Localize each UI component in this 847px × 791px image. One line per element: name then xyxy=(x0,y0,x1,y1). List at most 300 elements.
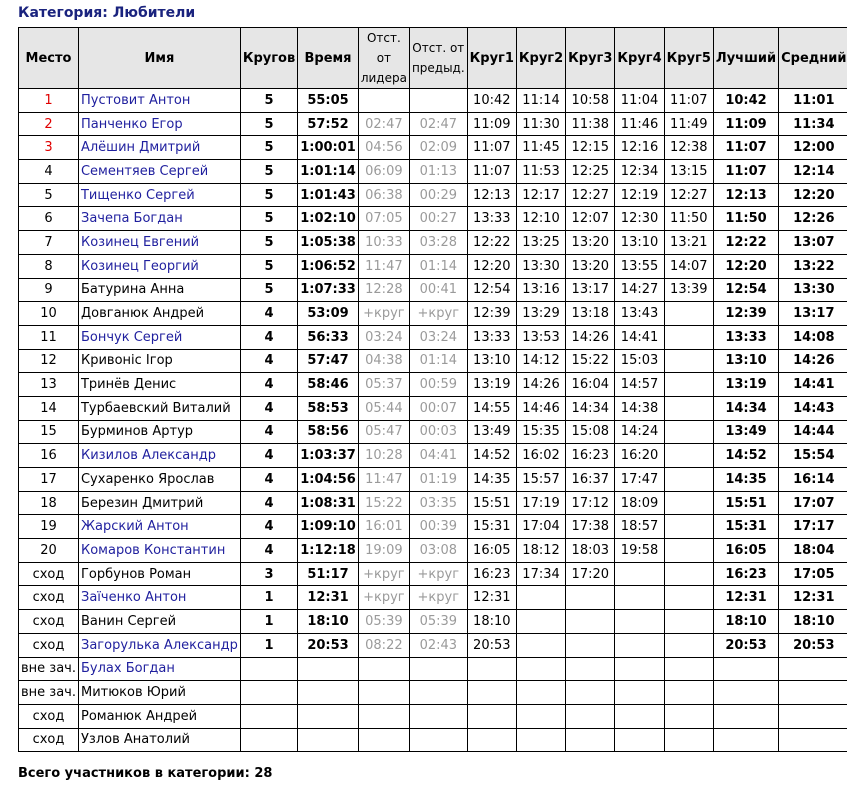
cell-lap4 xyxy=(615,633,664,657)
cell-lap2: 18:12 xyxy=(516,539,565,563)
cell-avg xyxy=(779,657,847,681)
cell-laps: 5 xyxy=(240,160,297,184)
cell-lap2: 12:10 xyxy=(516,207,565,231)
cell-place: 18 xyxy=(19,491,79,515)
cell-time: 58:53 xyxy=(298,396,359,420)
cell-name: Турбаевский Виталий xyxy=(78,396,240,420)
cell-lap3 xyxy=(566,610,615,634)
table-row xyxy=(19,562,847,586)
cell-place: 9 xyxy=(19,278,79,302)
cell-time xyxy=(298,728,359,752)
cell-lap1: 14:55 xyxy=(467,396,516,420)
cell-gap-leader: 06:38 xyxy=(358,183,409,207)
cell-lap1: 11:07 xyxy=(467,160,516,184)
cell-lap3: 12:15 xyxy=(566,136,615,160)
cell-laps: 3 xyxy=(240,562,297,586)
cell-laps: 4 xyxy=(240,302,297,326)
cell-avg: 12:20 xyxy=(779,183,847,207)
cell-avg: 12:26 xyxy=(779,207,847,231)
header-row xyxy=(19,28,847,89)
cell-place: 13 xyxy=(19,373,79,397)
participant-link[interactable]: Козинец Евгений xyxy=(78,231,240,255)
cell-gap-prev: 00:27 xyxy=(409,207,467,231)
cell-lap5: 13:39 xyxy=(664,278,713,302)
cell-lap2: 11:30 xyxy=(516,112,565,136)
table-row xyxy=(19,136,847,160)
table-row xyxy=(19,160,847,184)
participant-link[interactable]: Тищенко Сергей xyxy=(78,183,240,207)
table-row xyxy=(19,420,847,444)
category-title: Категория: Любители xyxy=(18,5,196,21)
table-row xyxy=(19,539,847,563)
cell-lap3: 13:20 xyxy=(566,231,615,255)
cell-place: сход xyxy=(19,562,79,586)
cell-best: 12:54 xyxy=(713,278,778,302)
cell-lap4: 14:57 xyxy=(615,373,664,397)
cell-lap2: 17:04 xyxy=(516,515,565,539)
cell-laps: 4 xyxy=(240,444,297,468)
cell-gap-leader: 10:28 xyxy=(358,444,409,468)
cell-lap3 xyxy=(566,586,615,610)
cell-best: 13:33 xyxy=(713,325,778,349)
cell-name: Бурминов Артур xyxy=(78,420,240,444)
cell-lap1: 12:39 xyxy=(467,302,516,326)
cell-gap-leader: 05:47 xyxy=(358,420,409,444)
cell-lap5 xyxy=(664,657,713,681)
cell-name: Романюк Андрей xyxy=(78,704,240,728)
cell-gap-prev: 02:09 xyxy=(409,136,467,160)
table-row xyxy=(19,349,847,373)
cell-lap1: 18:10 xyxy=(467,610,516,634)
cell-lap2: 14:26 xyxy=(516,373,565,397)
cell-lap5 xyxy=(664,302,713,326)
cell-gap-prev: 00:29 xyxy=(409,183,467,207)
cell-lap1: 15:31 xyxy=(467,515,516,539)
cell-avg: 12:00 xyxy=(779,136,847,160)
cell-gap-prev: 03:35 xyxy=(409,491,467,515)
cell-avg: 13:17 xyxy=(779,302,847,326)
cell-gap-leader: 06:09 xyxy=(358,160,409,184)
cell-avg: 18:04 xyxy=(779,539,847,563)
cell-gap-prev: 05:39 xyxy=(409,610,467,634)
cell-lap4: 12:19 xyxy=(615,183,664,207)
cell-lap4: 14:38 xyxy=(615,396,664,420)
participant-link[interactable]: Козинец Георгий xyxy=(78,254,240,278)
cell-lap5 xyxy=(664,515,713,539)
cell-lap2 xyxy=(516,633,565,657)
cell-place: 3 xyxy=(19,136,79,160)
table-row xyxy=(19,657,847,681)
cell-name: Горбунов Роман xyxy=(78,562,240,586)
table-row xyxy=(19,704,847,728)
cell-lap1: 13:10 xyxy=(467,349,516,373)
participant-link[interactable]: Комаров Константин xyxy=(78,539,240,563)
cell-lap2: 11:53 xyxy=(516,160,565,184)
cell-gap-leader: 16:01 xyxy=(358,515,409,539)
cell-lap4: 11:04 xyxy=(615,89,664,113)
cell-name: Кривоніс Ігор xyxy=(78,349,240,373)
header-gap-prev: Отст. от предыд. xyxy=(409,28,467,89)
cell-gap-prev: +круг xyxy=(409,586,467,610)
cell-place: 14 xyxy=(19,396,79,420)
cell-laps: 4 xyxy=(240,396,297,420)
cell-laps: 5 xyxy=(240,278,297,302)
cell-best: 12:13 xyxy=(713,183,778,207)
cell-laps: 4 xyxy=(240,491,297,515)
cell-lap5 xyxy=(664,539,713,563)
cell-best: 14:35 xyxy=(713,468,778,492)
participant-link[interactable]: Бончук Сергей xyxy=(78,325,240,349)
cell-gap-prev xyxy=(409,704,467,728)
cell-lap3: 13:20 xyxy=(566,254,615,278)
cell-lap2: 14:12 xyxy=(516,349,565,373)
cell-lap4 xyxy=(615,610,664,634)
cell-gap-leader: 15:22 xyxy=(358,491,409,515)
cell-lap5: 14:07 xyxy=(664,254,713,278)
table-row xyxy=(19,728,847,752)
cell-best: 10:42 xyxy=(713,89,778,113)
cell-avg: 17:07 xyxy=(779,491,847,515)
cell-lap5 xyxy=(664,396,713,420)
cell-gap-prev: 02:43 xyxy=(409,633,467,657)
cell-time: 1:12:18 xyxy=(298,539,359,563)
cell-lap4: 14:24 xyxy=(615,420,664,444)
cell-laps xyxy=(240,657,297,681)
cell-lap1: 14:52 xyxy=(467,444,516,468)
cell-lap1: 11:07 xyxy=(467,136,516,160)
cell-time: 1:02:10 xyxy=(298,207,359,231)
cell-laps: 4 xyxy=(240,325,297,349)
cell-time: 58:46 xyxy=(298,373,359,397)
cell-gap-leader: +круг xyxy=(358,302,409,326)
cell-avg: 17:17 xyxy=(779,515,847,539)
cell-lap3: 17:12 xyxy=(566,491,615,515)
cell-lap2: 11:45 xyxy=(516,136,565,160)
cell-gap-leader: 03:24 xyxy=(358,325,409,349)
cell-best: 12:31 xyxy=(713,586,778,610)
cell-avg: 12:31 xyxy=(779,586,847,610)
cell-lap4: 14:41 xyxy=(615,325,664,349)
cell-lap2: 12:17 xyxy=(516,183,565,207)
cell-lap3: 14:26 xyxy=(566,325,615,349)
participant-link[interactable]: Сементяев Сергей xyxy=(78,160,240,184)
cell-lap4 xyxy=(615,681,664,705)
cell-best: 20:53 xyxy=(713,633,778,657)
cell-lap2 xyxy=(516,681,565,705)
cell-laps: 4 xyxy=(240,515,297,539)
cell-lap2 xyxy=(516,704,565,728)
cell-best: 13:10 xyxy=(713,349,778,373)
cell-time: 1:01:43 xyxy=(298,183,359,207)
participant-link[interactable]: Жарский Антон xyxy=(78,515,240,539)
cell-lap3: 13:18 xyxy=(566,302,615,326)
cell-best: 15:51 xyxy=(713,491,778,515)
cell-place: сход xyxy=(19,728,79,752)
cell-lap5: 13:21 xyxy=(664,231,713,255)
cell-gap-prev: 00:39 xyxy=(409,515,467,539)
cell-lap1: 14:35 xyxy=(467,468,516,492)
cell-lap1: 12:54 xyxy=(467,278,516,302)
cell-laps: 5 xyxy=(240,207,297,231)
participant-link[interactable]: Кизилов Александр xyxy=(78,444,240,468)
cell-gap-prev: +круг xyxy=(409,562,467,586)
cell-lap2: 13:30 xyxy=(516,254,565,278)
table-row xyxy=(19,183,847,207)
cell-time: 57:52 xyxy=(298,112,359,136)
cell-lap2 xyxy=(516,610,565,634)
cell-lap5: 11:50 xyxy=(664,207,713,231)
cell-gap-leader: 07:05 xyxy=(358,207,409,231)
cell-lap3: 15:08 xyxy=(566,420,615,444)
cell-name: Сухаренко Ярослав xyxy=(78,468,240,492)
cell-avg: 12:14 xyxy=(779,160,847,184)
cell-lap1 xyxy=(467,657,516,681)
cell-gap-leader: 05:39 xyxy=(358,610,409,634)
cell-best xyxy=(713,681,778,705)
cell-lap1: 13:33 xyxy=(467,207,516,231)
table-row xyxy=(19,112,847,136)
cell-lap3: 17:20 xyxy=(566,562,615,586)
cell-gap-leader: 05:37 xyxy=(358,373,409,397)
cell-laps: 5 xyxy=(240,231,297,255)
cell-avg: 15:54 xyxy=(779,444,847,468)
cell-best: 16:05 xyxy=(713,539,778,563)
cell-avg: 17:05 xyxy=(779,562,847,586)
cell-time: 58:56 xyxy=(298,420,359,444)
cell-gap-prev: 03:24 xyxy=(409,325,467,349)
cell-lap1: 10:42 xyxy=(467,89,516,113)
cell-gap-prev xyxy=(409,89,467,113)
cell-gap-leader: 10:33 xyxy=(358,231,409,255)
cell-lap4: 18:09 xyxy=(615,491,664,515)
cell-time: 12:31 xyxy=(298,586,359,610)
table-row xyxy=(19,610,847,634)
cell-laps: 5 xyxy=(240,254,297,278)
cell-best xyxy=(713,728,778,752)
cell-lap3: 16:04 xyxy=(566,373,615,397)
cell-gap-prev: 01:13 xyxy=(409,160,467,184)
cell-lap1: 12:13 xyxy=(467,183,516,207)
header-lap2: Круг2 xyxy=(516,28,565,89)
cell-laps: 4 xyxy=(240,373,297,397)
cell-laps: 5 xyxy=(240,183,297,207)
participant-link[interactable]: Пустовит Антон xyxy=(78,89,240,113)
participant-link[interactable]: Панченко Егор xyxy=(78,112,240,136)
cell-gap-leader: 08:22 xyxy=(358,633,409,657)
cell-lap3: 11:38 xyxy=(566,112,615,136)
header-laps: Кругов xyxy=(240,28,297,89)
header-avg: Средний xyxy=(779,28,847,89)
cell-gap-prev: 01:14 xyxy=(409,254,467,278)
cell-lap3 xyxy=(566,657,615,681)
cell-best: 11:50 xyxy=(713,207,778,231)
cell-time: 1:08:31 xyxy=(298,491,359,515)
cell-gap-leader xyxy=(358,704,409,728)
header-time: Время xyxy=(298,28,359,89)
cell-gap-leader: 04:56 xyxy=(358,136,409,160)
cell-lap4: 12:34 xyxy=(615,160,664,184)
cell-lap5 xyxy=(664,633,713,657)
cell-avg xyxy=(779,681,847,705)
table-row xyxy=(19,254,847,278)
table-row xyxy=(19,681,847,705)
cell-gap-prev: 00:07 xyxy=(409,396,467,420)
table-row xyxy=(19,468,847,492)
cell-lap4: 16:20 xyxy=(615,444,664,468)
cell-lap1 xyxy=(467,681,516,705)
cell-best: 14:34 xyxy=(713,396,778,420)
cell-place: сход xyxy=(19,633,79,657)
cell-lap5 xyxy=(664,373,713,397)
cell-lap3 xyxy=(566,704,615,728)
cell-laps: 5 xyxy=(240,112,297,136)
cell-avg: 18:10 xyxy=(779,610,847,634)
cell-place: вне зач. xyxy=(19,657,79,681)
cell-best: 15:31 xyxy=(713,515,778,539)
cell-place: 17 xyxy=(19,468,79,492)
cell-gap-prev: 01:19 xyxy=(409,468,467,492)
cell-lap5: 11:49 xyxy=(664,112,713,136)
cell-place: 15 xyxy=(19,420,79,444)
cell-place: 6 xyxy=(19,207,79,231)
header-lap3: Круг3 xyxy=(566,28,615,89)
table-row xyxy=(19,633,847,657)
cell-lap1: 12:31 xyxy=(467,586,516,610)
header-name: Имя xyxy=(78,28,240,89)
cell-lap3 xyxy=(566,633,615,657)
cell-place: вне зач. xyxy=(19,681,79,705)
header-lap4: Круг4 xyxy=(615,28,664,89)
cell-time: 1:00:01 xyxy=(298,136,359,160)
cell-name: Митюков Юрий xyxy=(78,681,240,705)
cell-lap1: 11:09 xyxy=(467,112,516,136)
cell-lap3: 14:34 xyxy=(566,396,615,420)
table-row xyxy=(19,396,847,420)
cell-name: Довганюк Андрей xyxy=(78,302,240,326)
cell-place: 11 xyxy=(19,325,79,349)
cell-place: 2 xyxy=(19,112,79,136)
cell-lap2: 14:46 xyxy=(516,396,565,420)
cell-laps: 4 xyxy=(240,349,297,373)
cell-best: 12:20 xyxy=(713,254,778,278)
cell-lap4: 13:43 xyxy=(615,302,664,326)
cell-lap3: 17:38 xyxy=(566,515,615,539)
cell-lap3: 13:17 xyxy=(566,278,615,302)
total-participants: Всего участников в категории: 28 xyxy=(18,766,273,781)
cell-lap4 xyxy=(615,704,664,728)
cell-best: 13:49 xyxy=(713,420,778,444)
cell-lap4 xyxy=(615,586,664,610)
cell-gap-prev: +круг xyxy=(409,302,467,326)
cell-lap2: 13:16 xyxy=(516,278,565,302)
cell-lap5 xyxy=(664,325,713,349)
cell-laps: 4 xyxy=(240,420,297,444)
cell-lap5 xyxy=(664,610,713,634)
table-row xyxy=(19,586,847,610)
cell-lap5 xyxy=(664,681,713,705)
cell-place: 4 xyxy=(19,160,79,184)
cell-lap5: 13:15 xyxy=(664,160,713,184)
cell-laps: 1 xyxy=(240,610,297,634)
participant-link[interactable]: Загорулька Александр xyxy=(78,633,240,657)
cell-laps: 4 xyxy=(240,468,297,492)
cell-avg: 11:34 xyxy=(779,112,847,136)
cell-lap2 xyxy=(516,586,565,610)
cell-time: 1:06:52 xyxy=(298,254,359,278)
table-row xyxy=(19,231,847,255)
cell-place: 10 xyxy=(19,302,79,326)
cell-lap4: 17:47 xyxy=(615,468,664,492)
cell-gap-prev xyxy=(409,657,467,681)
cell-lap2: 13:25 xyxy=(516,231,565,255)
cell-lap2: 16:02 xyxy=(516,444,565,468)
cell-avg: 14:44 xyxy=(779,420,847,444)
cell-lap4: 12:30 xyxy=(615,207,664,231)
cell-avg xyxy=(779,704,847,728)
cell-avg: 16:14 xyxy=(779,468,847,492)
cell-lap3: 16:37 xyxy=(566,468,615,492)
cell-laps: 1 xyxy=(240,633,297,657)
cell-laps xyxy=(240,728,297,752)
cell-gap-leader: +круг xyxy=(358,586,409,610)
cell-best: 11:09 xyxy=(713,112,778,136)
cell-best: 11:07 xyxy=(713,136,778,160)
cell-laps: 5 xyxy=(240,136,297,160)
cell-place: 16 xyxy=(19,444,79,468)
cell-time: 1:03:37 xyxy=(298,444,359,468)
header-lap1: Круг1 xyxy=(467,28,516,89)
cell-lap4: 13:55 xyxy=(615,254,664,278)
header-place: Место xyxy=(19,28,79,89)
participant-link[interactable]: Заїченко Антон xyxy=(78,586,240,610)
cell-gap-leader: 11:47 xyxy=(358,468,409,492)
cell-avg: 14:43 xyxy=(779,396,847,420)
cell-time: 57:47 xyxy=(298,349,359,373)
participant-link[interactable]: Зачепа Богдан xyxy=(78,207,240,231)
cell-gap-prev: 03:08 xyxy=(409,539,467,563)
cell-best: 14:52 xyxy=(713,444,778,468)
cell-best: 11:07 xyxy=(713,160,778,184)
cell-lap1: 15:51 xyxy=(467,491,516,515)
cell-place: 1 xyxy=(19,89,79,113)
table-row xyxy=(19,373,847,397)
cell-name: Узлов Анатолий xyxy=(78,728,240,752)
cell-avg: 20:53 xyxy=(779,633,847,657)
cell-lap5: 12:27 xyxy=(664,183,713,207)
cell-lap4: 18:57 xyxy=(615,515,664,539)
cell-lap4: 11:46 xyxy=(615,112,664,136)
cell-place: сход xyxy=(19,586,79,610)
cell-time: 1:07:33 xyxy=(298,278,359,302)
header-best: Лучший xyxy=(713,28,778,89)
cell-place: сход xyxy=(19,610,79,634)
cell-gap-prev: 00:59 xyxy=(409,373,467,397)
cell-place: 8 xyxy=(19,254,79,278)
cell-avg: 14:41 xyxy=(779,373,847,397)
cell-lap5: 11:07 xyxy=(664,89,713,113)
participant-link[interactable]: Алёшин Дмитрий xyxy=(78,136,240,160)
cell-lap4 xyxy=(615,728,664,752)
cell-lap3 xyxy=(566,681,615,705)
cell-lap3: 12:27 xyxy=(566,183,615,207)
cell-lap2: 11:14 xyxy=(516,89,565,113)
cell-place: 12 xyxy=(19,349,79,373)
cell-best: 12:22 xyxy=(713,231,778,255)
participant-link[interactable]: Булах Богдан xyxy=(78,657,240,681)
header-lap5: Круг5 xyxy=(664,28,713,89)
cell-lap5 xyxy=(664,444,713,468)
cell-laps: 5 xyxy=(240,89,297,113)
